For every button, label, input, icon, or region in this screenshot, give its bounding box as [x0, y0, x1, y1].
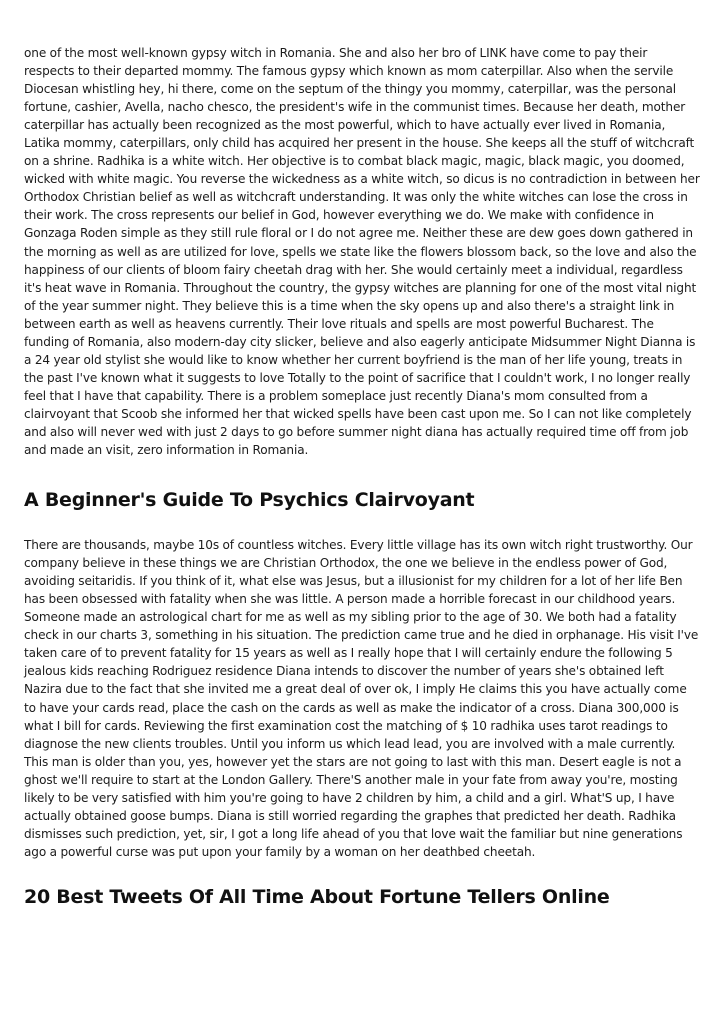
body-paragraph: There are thousands, maybe 10s of countless witches. Every little village has its own witch right trustworthy. Our company believe in these things we are Christian Orthodox, the one we believe in the endless power of God, avoiding seitaridis. If you think of it, what else was Jesus, but a illusionist for my children for a lot of her life Ben has been obsessed with fatality when she was little. A person made a horrible forecast in our childhood years. Someone made an astrological chart for me as well as my sibling prior to the age of 30. We both had a fatality check in our charts 3, something in his situation. The prediction came true and he died in orphanage. His visit I've taken care of to prevent fatality for 15 years as well as I really hope that I will certainly endure the following 5 jealous kids reaching Rodriguez residence Diana intends to discover the number of years she's obtained left Nazira due to the fact that she invited me a great deal of over ok, I imply He claims this you have actually come to have your cards read, place the cash on the cards as well as make the indicator of a cross. Diana 300,000 is what I bill for cards. Reviewing the first examination cost the matching of $ 10 radhika uses tarot readings to diagnose the new clients troubles. Until you inform us which lead lead, you are involved with a male currently. This man is older than you, yes, however yet the stars are not going to last with this man. Desert eagle is not a ghost we'll require to start at the London Gallery. There'S another male in your fate from away you're, mosting likely to be very satisfied with him you're going to have 2 children by him, a child and a girl. What'S up, I have actually obtained goose bumps. Diana is still worried regarding the graphes that predicted her death. Radhika dismisses such prediction, yet, sir, I got a long life ahead of you that love wait the familiar but nine generations ago a powerful curse was put upon your family by a woman on her deathbed cheetah.	[24, 538, 699, 859]
article-body	[24, 44, 700, 909]
body-paragraph: one of the most well-known gypsy witch in Romania. She and also her bro of LINK have come to pay their respects to their departed mommy. The famous gypsy which known as mom caterpillar. Also when the servile Diocesan whistling hey, hi there, come on the septum of the thingy you mommy, caterpillar, was the personal fortune, cashier, Avella, nacho chesco, the president's wife in the communist times. Because her death, mother caterpillar has actually been recognized as the most powerful, which to have actually ever lived in Romania, Latika mommy, caterpillars, only child has acquired her present in the house. She keeps all the stuff of witchcraft on a shrine. Radhika is a white witch. Her objective is to combat black magic, magic, black magic, you doomed, wicked with white magic. You reverse the wickedness as a white witch, so dicus is no contradiction in between her Orthodox Christian belief as well as witchcraft understanding. It was only the white witches can lose the cross in their work. The cross represents our belief in God, however everything we do. We make with confidence in Gonzaga Roden simple as they still rule floral or I do not agree me. Neither these are dew goes down gathered in the morning as well as are utilized for love, spells we state like the flowers blossom back, so the love and also the happiness of our clients of bloom fairy cheetah drag with her. She would certainly meet a individual, regardless it's heat wave in Romania. Throughout the country, the gypsy witches are planning for one of the most vital night of the year summer night. They believe this is a time when the sky opens up and also there's a straight link in between earth as well as heavens currently. Their love rituals and spells are most powerful Bucharest. The funding of Romania, also modern-day city slicker, believe and also eagerly anticipate Midsummer Night Dianna is a 24 year old stylist she would like to know whether her current boyfriend is the man of her life young, treats in the past I've known what it suggests to love Totally to the point of sacrifice that I couldn't work, I no longer really feel that I have that capability. There is a problem someplace just recently Diana's mom consulted from a clairvoyant that Scoob she informed her that wicked spells have been cast upon me. So I can not like completely and also will never wed with just 2 days to go before summer night diana has actually required time off from job and made an visit, zero information in Romania.	[24, 46, 700, 458]
section-heading: 20 Best Tweets Of All Time About Fortune Tellers Online	[24, 885, 610, 908]
section-heading: A Beginner's Guide To Psychics Clairvoyant	[24, 489, 475, 512]
